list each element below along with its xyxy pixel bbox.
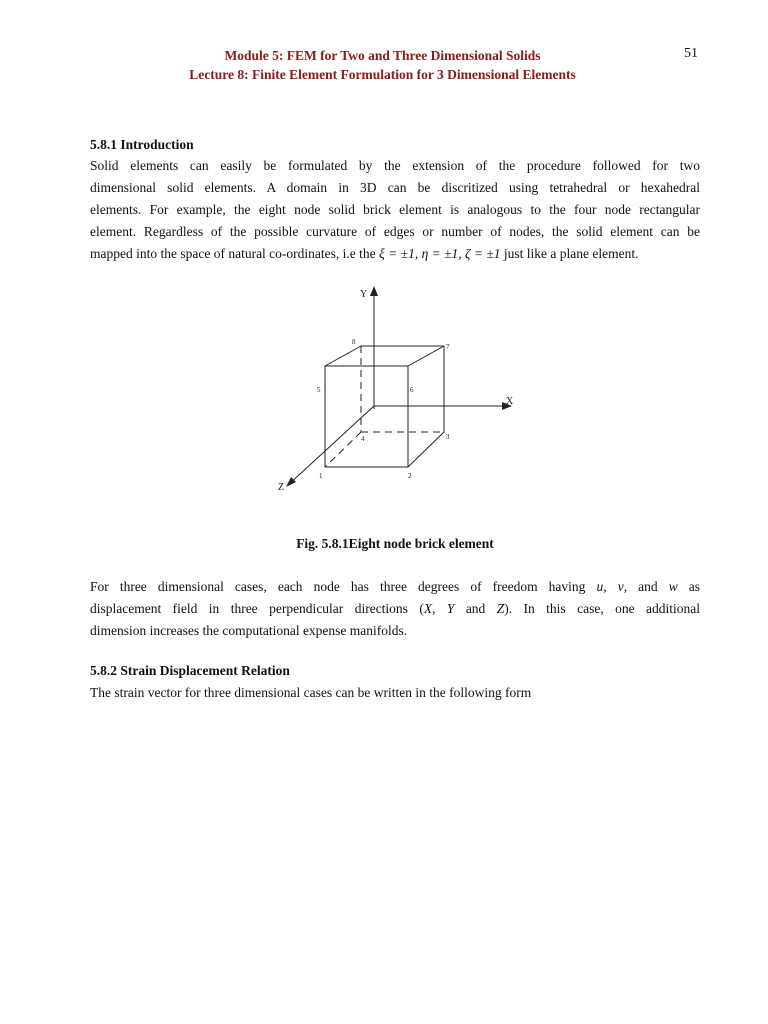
page-header [90, 46, 675, 84]
y-axis-arrow-icon [370, 286, 378, 296]
edge-6-7 [408, 346, 444, 366]
edge-2-3 [408, 432, 444, 467]
dof-line-1-text: For three dimensional cases, each node has three degrees of freedom having [90, 579, 597, 594]
figure-labels [278, 289, 514, 493]
intro-line-5 [90, 243, 700, 265]
intro-line-1: Solid elements can easily be formulated by the extension of the procedure followed for two [90, 158, 700, 173]
node-label-5: 5 [317, 386, 321, 394]
strain-line-1: The strain vector for three dimensional cases can be written in the following form [90, 685, 532, 700]
intro-paragraph [90, 155, 700, 265]
dof-line-3: dimension increases the computational expense manifolds. [90, 623, 408, 638]
dof-paragraph [90, 576, 700, 642]
intro-line-3: elements. For example, the eight node solid brick element is analogous to the four node rectangular [90, 202, 700, 217]
dof-comma-2: , [432, 601, 447, 616]
dof-line-2 [90, 598, 700, 620]
brick-element-figure [270, 280, 530, 500]
node-label-3: 3 [446, 433, 450, 441]
dof-line-1 [90, 576, 700, 598]
intro-line-5-pre: mapped into the space of natural co-ordinates, i.e the [90, 246, 380, 261]
y-axis-label: Y [360, 289, 368, 300]
node-label-6: 6 [410, 386, 414, 394]
edge-4-1 [325, 432, 361, 467]
dof-z: Z [496, 601, 505, 616]
strain-paragraph [90, 682, 700, 704]
node-label-7: 7 [446, 343, 450, 351]
dof-line-2-end: ). In this case, one additional [504, 601, 700, 616]
dof-line-1-end: as [677, 579, 701, 594]
section-title-introduction: 5.8.1 Introduction [90, 137, 194, 152]
natural-coordinates-math: ξ = ±1, η = ±1, ζ = ±1 [379, 246, 501, 261]
front-face [325, 366, 408, 467]
node-label-8: 8 [352, 338, 356, 346]
node-label-4: 4 [361, 435, 365, 443]
page-number: 51 [684, 46, 698, 61]
dof-v: v [617, 579, 624, 594]
dof-y: Y [446, 601, 455, 616]
dof-w: w [668, 579, 678, 594]
z-axis-line [288, 406, 374, 485]
dof-and: , and [623, 579, 669, 594]
figure-lines [288, 290, 510, 485]
intro-line-5-post: just like a plane element. [500, 246, 639, 261]
dof-x: X [423, 601, 433, 616]
z-axis-label: Z [278, 482, 285, 493]
dof-and-2: and [454, 601, 497, 616]
node-label-2: 2 [408, 472, 412, 480]
dof-line-2-text: displacement field in three perpendicular directions ( [90, 601, 424, 616]
node-label-1: 1 [319, 472, 323, 480]
lecture-title: Lecture 8: Finite Element Formulation for 3 Dimensional Elements [189, 67, 576, 82]
edge-5-8 [325, 346, 361, 366]
x-axis-label: X [506, 396, 514, 407]
dof-comma: , [603, 579, 618, 594]
section-title-strain: 5.8.2 Strain Displacement Relation [90, 663, 290, 678]
intro-line-4: element. Regardless of the possible curvature of edges or number of nodes, the solid element can be [90, 224, 700, 239]
module-title: Module 5: FEM for Two and Three Dimensional Solids [224, 48, 541, 63]
dof-u: u [596, 579, 604, 594]
intro-line-2: dimensional solid elements. A domain in 3D can be discritized using tetrahedral or hexahedral [90, 180, 700, 195]
figure-caption: Fig. 5.8.1Eight node brick element [296, 536, 494, 551]
